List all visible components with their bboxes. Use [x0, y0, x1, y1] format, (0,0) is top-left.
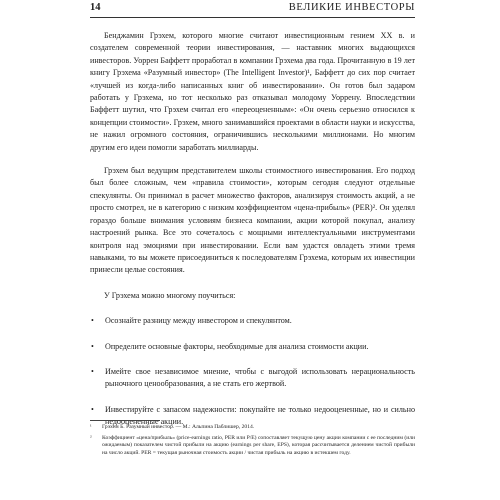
bullet-icon: • [91, 316, 94, 326]
lessons-intro: У Грэхема можно многому поучиться: [104, 290, 236, 300]
body-text [90, 30, 415, 429]
footnote-rule [90, 420, 160, 421]
list-item [90, 315, 415, 327]
lessons-list [90, 315, 415, 428]
list-item-text: Определите основные факторы, необходимые для анализа стоимости акции. [105, 341, 369, 351]
bullet-icon: • [91, 404, 94, 414]
list-item [90, 341, 415, 353]
footnote-mark: ² [90, 434, 92, 441]
footnote-text: Грэхем Б. Разумный инвестор. — М.: Альпина Паблишер, 2014. [102, 424, 255, 430]
list-item-text: Инвестируйте с запасом надежности: покупайте не только недооцененные, но и сильно недооцененные акции. [105, 404, 415, 427]
list-item [90, 366, 415, 391]
footnote-text: Коэффициент «цена/прибыль» (price-earnings ratio, PER или P/E) сопоставляет текущую цену акции компании с ее последним (или ожидаемым) показателем чистой прибыли на акцию (earnings per share, EPS), которая рассчитывается делением чистой прибыли на число акций. PER = текущая рыночная стоимость акции / чистая прибыль на акцию в истекшем году. [102, 434, 415, 456]
footnotes [90, 424, 415, 460]
header-rule [90, 17, 415, 18]
paragraph-graham-intro: Бенджамин Грэхем, которого многие считают инвестиционным гением XX в. и создателем современной теории инвестирования, — наставник многих выдающихся инвесторов. Уоррен Баффетт проработал в компании Грэхема два года. Прочитанную в 19 лет книгу Грэхема «Разумный инвестор» (The Intelligent Investor)¹, Баффетт до сих пор считает «лучшей из когда-либо написанных книг об инвестировании». Он готов был задаром работать у Грэхема, но тот несколько раз отказывал молодому Уоррену. Впоследствии Баффетт шутил, что Грэхем считал его «переоцененным»: «Он очень серьезно относился к концепции стоимости». Грэхем, много занимавшийся проектами в области науки и искусства, не нажил огромного состояния, ограничившись несколькими миллионами. Но многим другим его идеи помогли заработать миллиарды. [90, 31, 415, 152]
footnote-mark: ¹ [90, 424, 92, 430]
bullet-icon: • [91, 341, 94, 351]
page-number: 14 [90, 2, 101, 13]
running-head: ВЕЛИКИЕ ИНВЕСТОРЫ [288, 2, 415, 13]
paragraph-value-investing: Грэхем был ведущим представителем школы стоимостного инвестирования. Его подход был более сложным, чем «правила стоимости», которым сегодня следуют отдельные спекулянты. Он принимал в расчет множество факторов, анализируя стоимость акций, а не просто смотрел, не в категорию с низким коэффициентом «цена-прибыль» (PER)². Он уделял гораздо больше внимания условиям бизнеса компании, акции которой покупал, анализу настроений рынка. Все это сочеталось с мощными интеллектуальными инструментами контроля над эмоциями при инвестировании. Если вам удастся овладеть этими тремя навыками, то вы можете присоединиться к последователям Грэхема, которым их инвестиции принесли целые состояния. [90, 166, 415, 275]
footnote [90, 435, 415, 458]
page-header [90, 2, 415, 18]
list-item-text: Осознайте разницу между инвестором и спекулянтом. [105, 316, 292, 326]
footnote [90, 424, 415, 432]
list-item-text: Имейте свое независимое мнение, чтобы с выгодой использовать нерациональность рыночного ценообразования, а не стать его жертвой. [105, 366, 415, 389]
bullet-icon: • [91, 366, 94, 376]
